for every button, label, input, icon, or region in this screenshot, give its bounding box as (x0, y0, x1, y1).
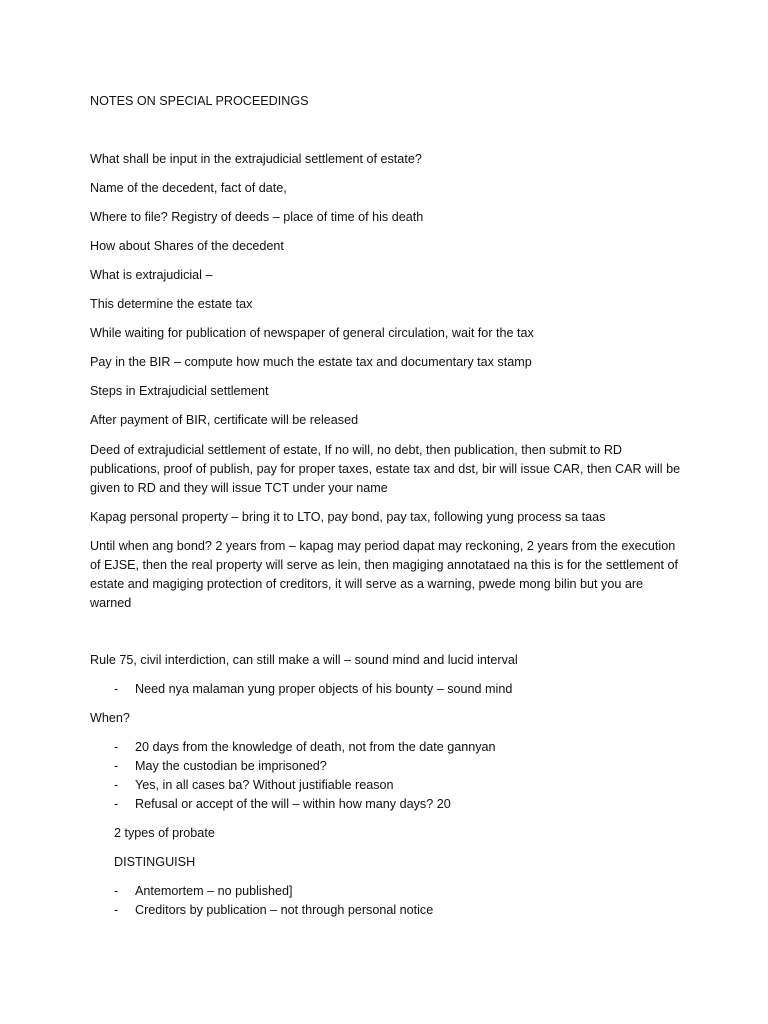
bullet-dash: - (114, 682, 119, 696)
bullet-dash: - (114, 759, 119, 773)
text-line: Steps in Extrajudicial settlement (90, 384, 269, 398)
text-line: How about Shares of the decedent (90, 239, 284, 253)
probate-types-line: 2 types of probate (114, 826, 215, 840)
rule-75-line: Rule 75, civil interdiction, can still make a will – sound mind and lucid interval (90, 653, 518, 667)
text-line: Name of the decedent, fact of date, (90, 181, 287, 195)
text-line: While waiting for publication of newspaper of general circulation, wait for the tax (90, 326, 534, 340)
list-item-text: May the custodian be imprisoned? (135, 759, 327, 773)
text-line: What shall be input in the extrajudicial settlement of estate? (90, 152, 422, 166)
list-item-text: Antemortem – no published] (135, 884, 293, 898)
text-line: After payment of BIR, certificate will be released (90, 413, 359, 427)
when-label: When? (90, 711, 130, 725)
list-item-text: Need nya malaman yung proper objects of his bounty – sound mind (135, 682, 513, 696)
text-line: Kapag personal property – bring it to LTO, pay bond, pay tax, following yung process sa taas (90, 510, 606, 524)
document-title: NOTES ON SPECIAL PROCEEDINGS (90, 94, 309, 108)
list-item-text: Yes, in all cases ba? Without justifiable reason (135, 778, 394, 792)
list-item-text: Creditors by publication – not through personal notice (135, 903, 434, 917)
text-line: What is extrajudicial – (90, 268, 213, 282)
text-line: This determine the estate tax (90, 297, 253, 311)
bullet-dash: - (114, 903, 119, 917)
text-line: Pay in the BIR – compute how much the estate tax and documentary tax stamp (90, 355, 532, 369)
paragraph-deed: Deed of extrajudicial settlement of estate, If no will, no debt, then publication, then submit to RD publications, proof of publish, pay for proper taxes, estate tax and dst, bir will issue CAR, then CAR will be given to RD and they will issue TCT under your name (90, 443, 681, 495)
bullet-dash: - (114, 884, 119, 898)
bullet-dash: - (114, 797, 119, 811)
bullet-dash: - (114, 778, 119, 792)
text-line: Where to file? Registry of deeds – place of time of his death (90, 210, 424, 224)
bullet-dash: - (114, 740, 119, 754)
distinguish-label: DISTINGUISH (114, 855, 196, 869)
list-item-text: Refusal or accept of the will – within how many days? 20 (135, 797, 451, 811)
list-item-text: 20 days from the knowledge of death, not from the date gannyan (135, 740, 496, 754)
paragraph-bond: Until when ang bond? 2 years from – kapag may period dapat may reckoning, 2 years from the execution of EJSE, then the real property will serve as lein, then magiging annotataed na this is for the settlement of estate and magiging protection of creditors, it will serve as a warning, pwede mong bilin but you are warned (90, 539, 679, 610)
